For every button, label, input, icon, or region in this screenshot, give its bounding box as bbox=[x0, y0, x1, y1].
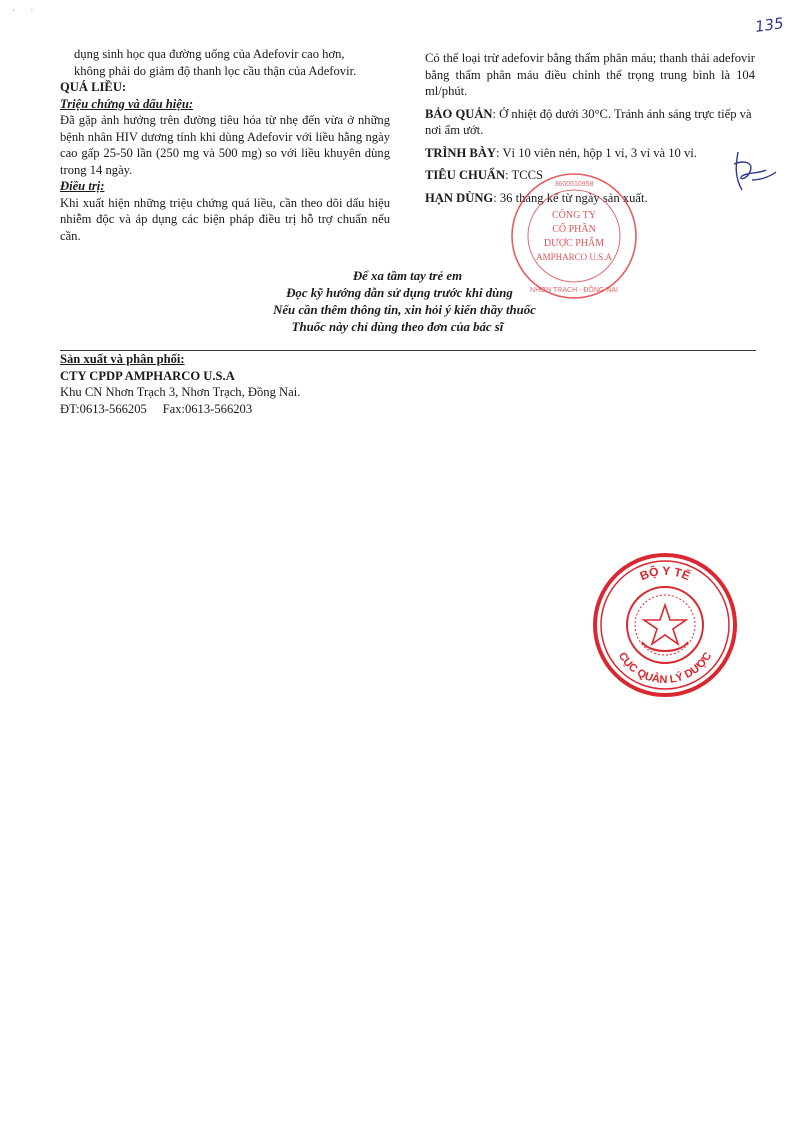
handwritten-page-number: 135 bbox=[753, 14, 785, 36]
storage-text: : Ở nhiệt độ dưới 30°C. Tránh ánh sáng trực tiếp và nơi ẩm ướt. bbox=[425, 106, 752, 137]
warnings-block bbox=[0, 268, 799, 336]
treatment-text: Khi xuất hiện những triệu chứng quá liều, cần theo dõi dấu hiệu nhiễm độc và áp dụng các biện pháp điều trị hỗ trợ chuẩn nếu cần. bbox=[60, 195, 390, 243]
expiry-text: : 36 tháng kể từ ngày sản xuất. bbox=[493, 190, 648, 205]
expiry-label: HẠN DÙNG bbox=[425, 190, 494, 205]
manufacturer-footer bbox=[60, 351, 480, 417]
company-contacts bbox=[60, 401, 480, 418]
svg-text:DƯỢC PHẨM: DƯỢC PHẨM bbox=[543, 238, 605, 249]
symptoms-text: Đã gặp ảnh hưởng trên đường tiêu hóa từ nhẹ đến vừa ở những bệnh nhân HIV dương tính khi dùng Adefovir với liều hằng ngày cao gấp 25-50 lần (250 mg và 500 mg) so với liều khuyên dùng trong 14 ngày. bbox=[60, 113, 390, 177]
svg-text:NHƠN TRẠCH - ĐỒNG NAI: NHƠN TRẠCH - ĐỒNG NAI bbox=[530, 287, 618, 294]
fax-number: Fax:0613-566203 bbox=[162, 401, 253, 416]
standard-label: TIÊU CHUẨN bbox=[425, 168, 506, 182]
ministry-seal-bottom-text: CỤC QUẢN LÝ DƯỢC bbox=[615, 650, 715, 687]
svg-text:BỘ Y TẾ bbox=[638, 563, 693, 583]
warning-line-4: Thuốc này chỉ dùng theo đơn của bác sĩ bbox=[291, 320, 504, 334]
standard-text: : TCCS bbox=[505, 168, 544, 182]
svg-text:CÔNG TY: CÔNG TY bbox=[552, 210, 596, 221]
manufacturer-heading: Sản xuất và phân phối: bbox=[60, 352, 185, 366]
presentation-label: TRÌNH BÀY bbox=[425, 145, 497, 160]
overdose-heading: QUÁ LIỀU: bbox=[60, 80, 127, 94]
company-address: Khu CN Nhơn Trạch 3, Nhơn Trạch, Đồng Nai. bbox=[60, 385, 301, 399]
presentation-section bbox=[425, 145, 755, 162]
scan-marks: · · bbox=[12, 6, 34, 15]
symptoms-heading: Triệu chứng và dấu hiệu: bbox=[60, 96, 194, 111]
svg-text:CỔ PHẦN: CỔ PHẦN bbox=[552, 224, 596, 235]
presentation-text: : Vỉ 10 viên nén, hộp 1 vỉ, 3 vỉ và 10 vỉ. bbox=[496, 145, 697, 160]
warning-line-3: Nếu cần thêm thông tin, xin hỏi ý kiến thầy thuốc bbox=[273, 303, 536, 317]
dialysis-text: Có thể loại trừ adefovir bằng thẩm phân máu; thanh thải adefovir bằng thẩm phân máu điều chỉnh thể trọng trung bình là 104 ml/phút. bbox=[425, 51, 755, 98]
company-name: CTY CPDP AMPHARCO U.S.A bbox=[60, 368, 235, 383]
ministry-seal-top-text: BỘ Y TẾ bbox=[637, 563, 693, 584]
svg-text:AMPHARCO U.S.A: AMPHARCO U.S.A bbox=[536, 252, 612, 262]
intro-line-2: không phải do giảm độ thanh lọc cầu thận của Adefovir. bbox=[74, 63, 357, 78]
intro-line-1: dụng sinh học qua đường uống của Adefovir cao hơn, bbox=[74, 47, 345, 61]
storage-label: BẢO QUẢN bbox=[425, 106, 493, 121]
treatment-heading: Điều trị: bbox=[60, 179, 105, 193]
warning-line-2: Đọc kỹ hướng dẫn sử dụng trước khi dùng bbox=[286, 286, 513, 300]
svg-text:3600510958: 3600510958 bbox=[554, 181, 594, 188]
svg-text:CỤC QUẢN LÝ DƯỢC bbox=[616, 650, 715, 686]
warning-line-1: Để xa tầm tay trẻ em bbox=[352, 269, 463, 283]
phone-number: ĐT:0613-566205 bbox=[60, 401, 147, 416]
storage-section bbox=[425, 106, 755, 139]
left-column bbox=[60, 46, 390, 244]
ministry-seal bbox=[590, 550, 740, 700]
handwritten-signature bbox=[728, 150, 778, 196]
